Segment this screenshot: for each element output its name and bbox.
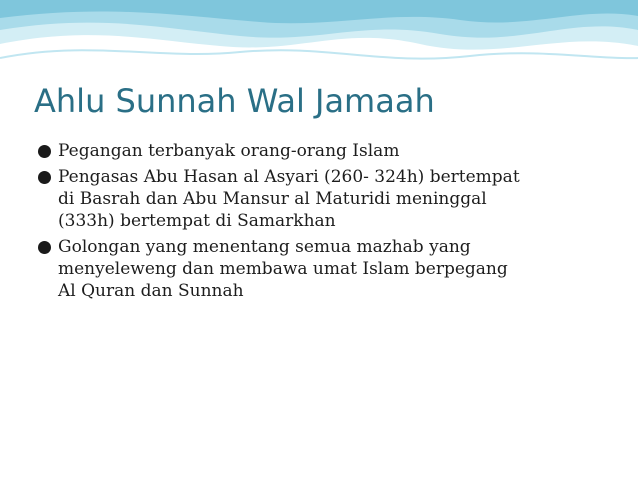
bullet-dot-icon bbox=[38, 145, 51, 158]
wave-header-decoration bbox=[0, 0, 638, 80]
bullet-text-line: Pegangan terbanyak orang-orang Islam bbox=[58, 141, 400, 161]
bullet-dot-icon bbox=[38, 241, 51, 254]
bullet-item bbox=[38, 236, 618, 302]
bullet-item bbox=[38, 166, 618, 232]
bullet-text-line: Golongan yang menentang semua mazhab yang bbox=[58, 237, 471, 257]
wave-highlight bbox=[0, 50, 638, 58]
slide-title: Ahlu Sunnah Wal Jamaah bbox=[34, 82, 435, 120]
bullet-item bbox=[38, 140, 618, 162]
bullet-list bbox=[38, 140, 618, 306]
bullet-text-line: di Basrah dan Abu Mansur al Maturidi meninggal bbox=[58, 189, 487, 209]
bullet-text-line: Pengasas Abu Hasan al Asyari (260- 324h) bertempat bbox=[58, 167, 520, 187]
bullet-text-line: (333h) bertempat di Samarkhan bbox=[58, 211, 336, 231]
bullet-text-line: Al Quran dan Sunnah bbox=[58, 281, 244, 301]
bullet-text-line: menyeleweng dan membawa umat Islam berpegang bbox=[58, 259, 508, 279]
bullet-dot-icon bbox=[38, 171, 51, 184]
